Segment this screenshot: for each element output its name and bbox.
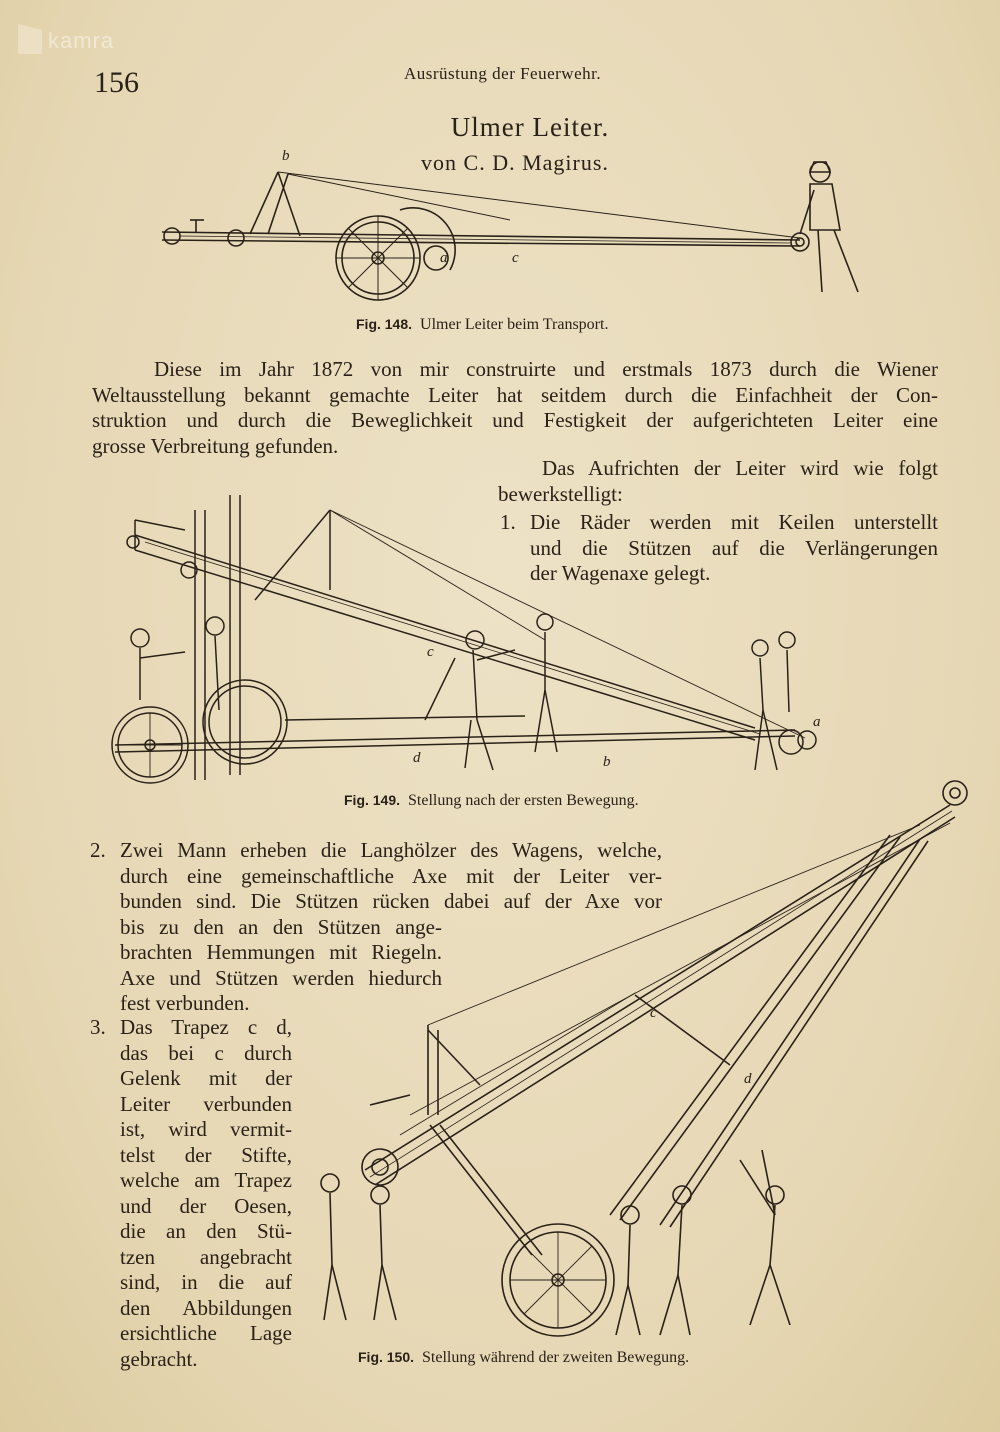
procedure-intro-line-2: bewerkstelligt: <box>498 481 623 506</box>
step-1-line-2: und die Stützen auf die Verlängerungen <box>530 535 938 560</box>
fig150-letter-d: d <box>744 1071 752 1087</box>
watermark-logo <box>18 22 128 62</box>
fig150-illustration <box>310 775 990 1345</box>
step-3-line-11: sind, in die auf <box>120 1270 292 1294</box>
step-3-line-4: Leiter verbunden <box>120 1091 292 1116</box>
step-3-line-10: tzen angebracht <box>120 1244 292 1269</box>
intro-line-1: Diese im Jahr 1872 von mir construirte und erstmals 1873 durch die Wiener <box>154 357 938 381</box>
page-number: 156 <box>94 66 139 99</box>
step-1-line-3: der Wagenaxe gelegt. <box>530 561 711 585</box>
step-2-line-3: bunden sind. Die Stützen rücken dabei auf der Axe vor <box>120 889 662 913</box>
fig148-letter-c: c <box>512 250 519 266</box>
step-2-line-4: bis zu den an den Stützen ange- <box>120 914 442 939</box>
running-head: Ausrüstung der Feuerwehr. <box>404 64 602 83</box>
step-3-line-9: die an den Stü- <box>120 1219 292 1243</box>
step-1-line-1: Die Räder werden mit Keilen unterstellt <box>530 510 938 534</box>
fig148-letter-b: b <box>282 148 290 164</box>
fig148-illustration <box>150 150 870 310</box>
fig148-number: Fig. 148. <box>356 316 413 332</box>
step-3-line-3: Gelenk mit der <box>120 1066 292 1090</box>
procedure-intro-line-1: Das Aufrichten der Leiter wird wie folgt <box>542 456 938 480</box>
fig149-illustration <box>105 490 835 790</box>
fig149-letter-c: c <box>427 644 434 660</box>
step-3-line-14: gebracht. <box>120 1346 198 1371</box>
fig149-letter-d: d <box>413 750 421 766</box>
step-3-line-1: Das Trapez c d, <box>120 1015 292 1039</box>
step-3-line-2: das bei c durch <box>120 1040 292 1065</box>
step-2-line-7: fest verbunden. <box>120 991 250 1015</box>
author-byline: von C. D. Magirus. <box>421 150 609 175</box>
fig150-letter-c: c <box>650 1005 657 1021</box>
watermark-text: kamra <box>48 28 115 53</box>
watermark-icon <box>18 24 42 54</box>
step-3-line-6: telst der Stifte, <box>120 1142 292 1167</box>
fig150-number: Fig. 150. <box>358 1349 415 1365</box>
step-3 <box>90 1015 292 1372</box>
fig148-caption <box>356 316 608 334</box>
step-2-line-6: Axe und Stützen werden hiedurch <box>120 965 442 990</box>
fig149-letter-b: b <box>603 754 611 770</box>
step-3-number: 3. <box>90 1015 106 1039</box>
fig149-number: Fig. 149. <box>344 792 401 808</box>
fig150-caption <box>358 1349 689 1367</box>
intro-line-2: Weltausstellung bekannt gemachte Leiter hat seitdem durch die Einfachheit der Con- <box>92 382 938 407</box>
fig149-letter-a: a <box>813 714 821 730</box>
step-3-line-12: den Abbildungen <box>120 1295 292 1320</box>
step-2-line-1: Zwei Mann erheben die Langhölzer des Wagens, welche, <box>120 838 662 862</box>
step-3-line-7: welche am Trapez <box>120 1168 292 1192</box>
section-title-wrap <box>0 112 1000 143</box>
fig148-letter-a: a <box>440 250 448 266</box>
step-2-line-2: durch eine gemeinschaftliche Axe mit der Leiter ver- <box>120 863 662 888</box>
step-3-line-5: ist, wird vermit- <box>120 1117 292 1141</box>
step-3-line-13: ersichtliche Lage <box>120 1321 292 1345</box>
intro-paragraph <box>92 357 938 459</box>
step-2-number: 2. <box>90 838 106 862</box>
step-3-line-8: und der Oesen, <box>120 1193 292 1218</box>
fig150-caption-text: Stellung während der zweiten Bewegung. <box>422 1349 690 1366</box>
intro-line-4: grosse Verbreitung gefunden. <box>92 433 339 458</box>
section-title: Ulmer Leiter. <box>450 112 610 142</box>
fig149-caption-text: Stellung nach der ersten Bewegung. <box>408 792 639 809</box>
intro-line-3: struktion und durch die Beweglichkeit und Festigkeit der aufgerichteten Leiter eine <box>92 408 938 432</box>
fig148-caption-text: Ulmer Leiter beim Transport. <box>420 316 609 333</box>
step-2-line-5: brachten Hemmungen mit Riegeln. <box>120 940 442 964</box>
step-1-number: 1. <box>500 510 516 534</box>
